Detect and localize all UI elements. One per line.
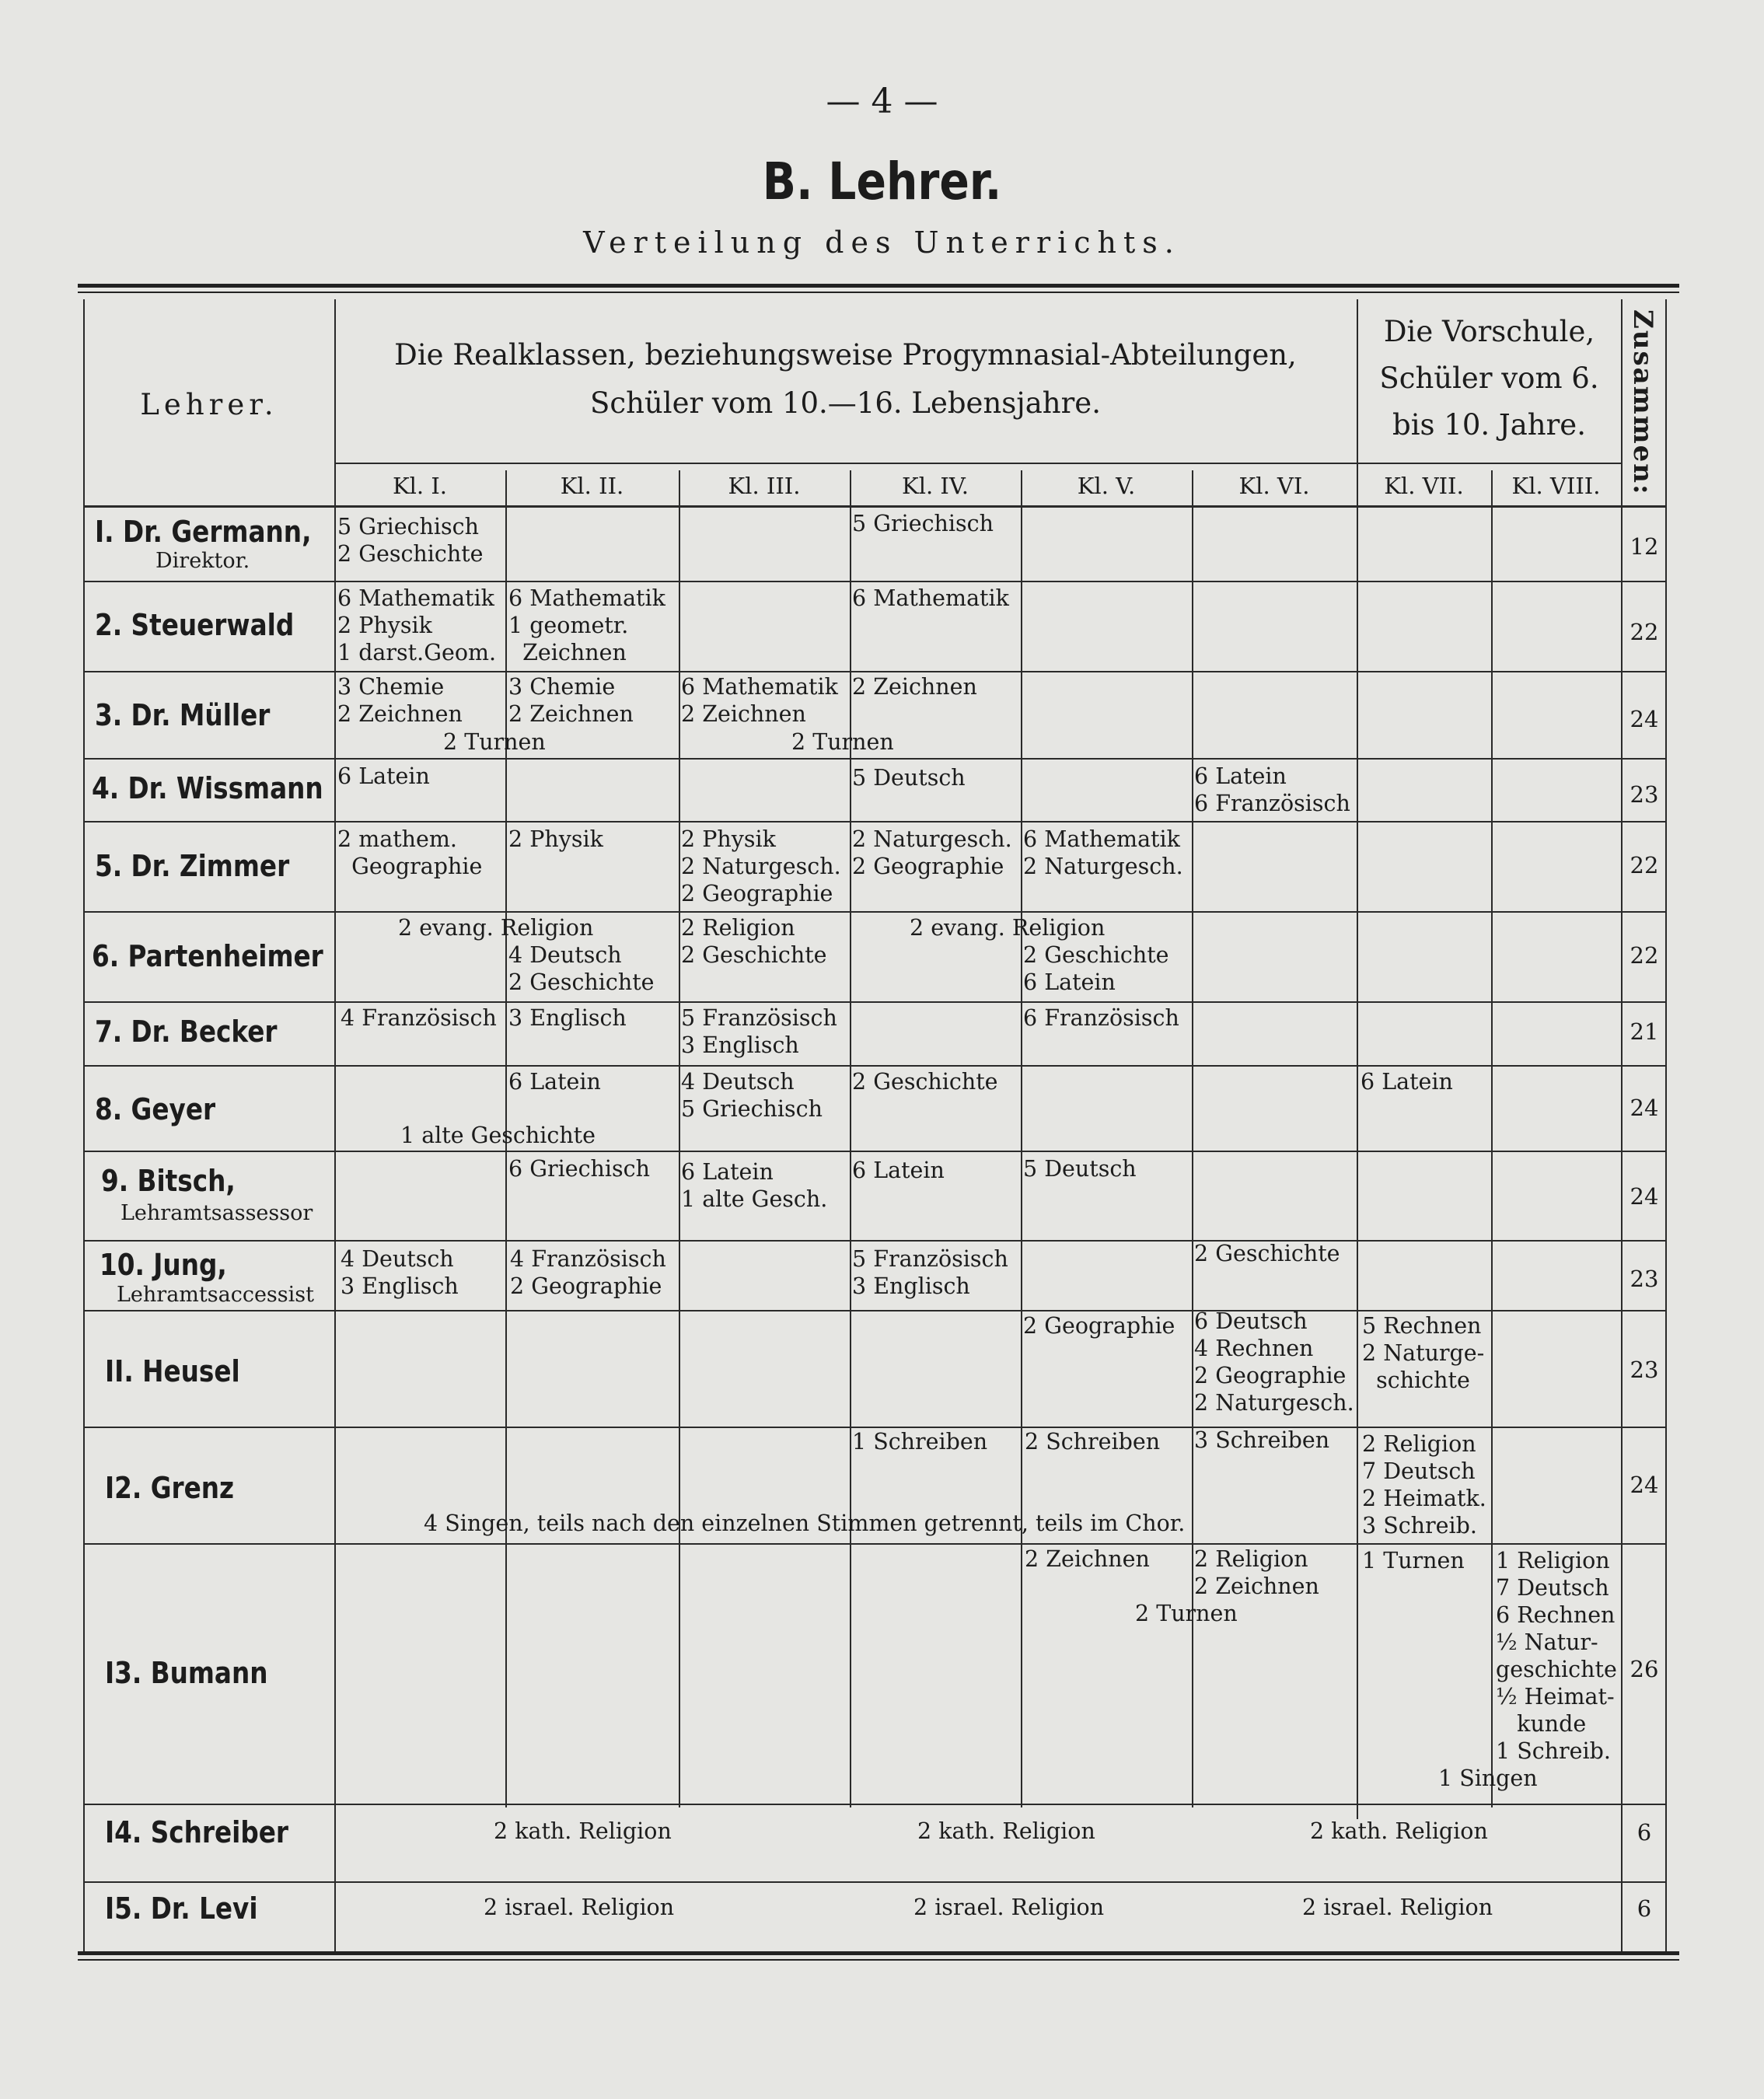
teacher-name: 2. Steuerwald — [95, 608, 295, 642]
teacher-name: 8. Geyer — [95, 1092, 216, 1126]
lesson-cell: 5 Rechnen 2 Naturge- schichte — [1362, 1313, 1485, 1393]
lesson-cell: 1 alte Geschichte — [400, 1123, 596, 1148]
lesson-cell: 6 Mathematik 2 Physik 1 darst.Geom. — [337, 585, 497, 665]
lesson-cell: 2 kath. Religion — [494, 1818, 672, 1844]
teacher-name: II. Heusel — [105, 1354, 240, 1388]
lesson-cell: 1 Schreiben — [852, 1429, 988, 1455]
lesson-cell: 1 Religion 7 Deutsch 6 Rechnen ½ Natur- geschichte ½ Heimat- kunde 1 Schreib. — [1496, 1548, 1617, 1764]
lesson-cell: 2 israel. Religion — [1302, 1895, 1493, 1920]
lesson-cell: 2 Turnen — [791, 729, 894, 755]
total-hours: 6 — [1637, 1895, 1652, 1922]
lesson-cell: 4 Französisch 2 Geographie — [510, 1246, 666, 1299]
class-header-1: Kl. I. — [392, 473, 448, 499]
page-number: — 4 — — [826, 82, 938, 121]
lesson-cell: 4 Deutsch 5 Griechisch — [681, 1069, 823, 1122]
class-header-6: Kl. VI. — [1238, 473, 1310, 499]
class-header-4: Kl. IV. — [902, 473, 969, 499]
header-vorschule-line3: bis 10. Jahre. — [1392, 408, 1586, 442]
header-zusammen: Zusammen: — [1627, 309, 1658, 496]
class-header-5: Kl. V. — [1077, 473, 1136, 499]
lesson-cell: 1 Turnen — [1362, 1548, 1465, 1573]
lesson-cell: 5 Französisch 3 Englisch — [852, 1246, 1008, 1299]
lesson-cell: 6 Mathematik 2 Naturgesch. — [1023, 826, 1183, 879]
lesson-cell: 2 Naturgesch. 2 Geographie — [852, 826, 1012, 879]
total-hours: 12 — [1630, 533, 1659, 560]
total-hours: 22 — [1630, 942, 1659, 969]
top-rule — [78, 284, 1679, 288]
lesson-cell: 5 Griechisch — [852, 511, 994, 536]
teacher-title: Lehramtsassessor — [121, 1201, 313, 1225]
lesson-cell: 6 Latein 1 alte Gesch. — [681, 1159, 828, 1212]
teacher-name: 5. Dr. Zimmer — [95, 849, 290, 883]
lesson-cell: 2 Schreiben — [1025, 1429, 1161, 1455]
header-realklassen-line2: Schüler vom 10.—16. Lebensjahre. — [590, 386, 1101, 420]
lesson-cell: 4 Singen, teils nach den einzelnen Stimmen getrennt, teils im Chor. — [424, 1511, 1186, 1536]
total-hours: 23 — [1630, 781, 1659, 808]
total-hours: 22 — [1630, 619, 1659, 645]
teacher-name: 3. Dr. Müller — [95, 698, 271, 732]
class-header-7: Kl. VII. — [1384, 473, 1464, 499]
lesson-cell: 6 Latein — [852, 1158, 945, 1183]
teacher-name: 9. Bitsch, — [101, 1164, 236, 1198]
total-hours: 21 — [1630, 1018, 1659, 1045]
total-hours: 24 — [1630, 706, 1659, 732]
header-vorschule-line1: Die Vorschule, — [1383, 315, 1595, 348]
lesson-cell: 2 Zeichnen — [1025, 1546, 1150, 1572]
lesson-cell: 3 Schreiben — [1194, 1427, 1330, 1453]
teacher-name: I4. Schreiber — [105, 1815, 289, 1849]
lesson-cell: 2 Zeichnen — [852, 674, 977, 700]
lesson-cell: 6 Latein 6 Französisch — [1194, 763, 1350, 816]
lesson-cell: 6 Mathematik 2 Zeichnen — [681, 674, 838, 727]
total-hours: 24 — [1630, 1472, 1659, 1498]
lesson-cell: 2 Religion 2 Geschichte — [681, 915, 827, 968]
teacher-name: I3. Bumann — [105, 1656, 268, 1690]
lesson-cell: 2 kath. Religion — [1310, 1818, 1488, 1844]
lesson-cell: 2 Religion 7 Deutsch 2 Heimatk. 3 Schreib. — [1362, 1431, 1486, 1538]
bottom-rule-thin — [78, 1959, 1679, 1961]
lesson-cell: 2 israel. Religion — [484, 1895, 675, 1920]
teacher-name: 4. Dr. Wissmann — [92, 771, 323, 805]
lesson-cell: 2 evang. Religion — [910, 915, 1106, 941]
lesson-cell: 6 Griechisch — [508, 1156, 650, 1182]
header-vorschule-line2: Schüler vom 6. — [1379, 361, 1599, 395]
lesson-cell: 2 israel. Religion — [913, 1895, 1105, 1920]
lesson-cell: 6 Mathematik — [852, 585, 1009, 611]
lesson-cell: 2 Geschichte — [852, 1069, 998, 1095]
total-hours: 24 — [1630, 1183, 1659, 1210]
class-header-3: Kl. III. — [728, 473, 801, 499]
page-title: B. Lehrer. — [762, 152, 1002, 211]
lesson-cell: 6 Mathematik 1 geometr. Zeichnen — [508, 585, 665, 665]
teacher-title: Direktor. — [155, 549, 250, 573]
total-hours: 23 — [1630, 1266, 1659, 1292]
total-hours: 23 — [1630, 1357, 1659, 1383]
lesson-cell: 3 Englisch — [508, 1005, 627, 1031]
lesson-cell: 4 Deutsch 3 Englisch — [341, 1246, 459, 1299]
lesson-cell: 2 Turnen — [443, 729, 546, 755]
lesson-cell: 6 Latein — [337, 763, 430, 789]
lesson-cell: 2 Physik — [508, 826, 603, 852]
total-hours: 26 — [1630, 1656, 1659, 1682]
lesson-cell: 5 Französisch 3 Englisch — [681, 1005, 837, 1058]
lesson-cell: 2 Physik 2 Naturgesch. 2 Geographie — [681, 826, 841, 906]
lesson-cell: 3 Chemie 2 Zeichnen — [337, 674, 463, 727]
header-realklassen-line1: Die Realklassen, beziehungsweise Progymnasial-Abteilungen, — [394, 338, 1297, 372]
bottom-rule — [78, 1951, 1679, 1955]
lesson-cell: 2 Geographie — [1023, 1313, 1175, 1339]
lesson-cell: 6 Französisch — [1023, 1005, 1179, 1031]
total-hours: 6 — [1637, 1819, 1652, 1846]
lesson-cell: 5 Deutsch — [852, 765, 966, 791]
teacher-name: I2. Grenz — [105, 1471, 235, 1505]
lesson-cell: 6 Latein — [1361, 1069, 1453, 1095]
lesson-cell: 2 mathem. Geographie — [337, 826, 483, 879]
lesson-cell: 6 Deutsch 4 Rechnen 2 Geographie 2 Naturgesch. — [1194, 1308, 1354, 1416]
header-lehrer: Lehrer. — [140, 388, 278, 421]
lesson-cell: 3 Chemie 2 Zeichnen — [508, 674, 634, 727]
lesson-cell: 5 Griechisch 2 Geschichte — [337, 514, 484, 567]
teacher-title: Lehramtsaccessist — [117, 1283, 314, 1307]
total-hours: 24 — [1630, 1095, 1659, 1121]
teacher-name: 7. Dr. Becker — [95, 1015, 278, 1049]
total-hours: 22 — [1630, 852, 1659, 878]
teacher-name: 10. Jung, — [100, 1248, 227, 1282]
teacher-name: I5. Dr. Levi — [105, 1891, 258, 1926]
lesson-cell: 1 Singen — [1438, 1765, 1538, 1791]
lesson-cell: 2 Geschichte — [1194, 1241, 1340, 1266]
lesson-cell: 4 Französisch — [341, 1005, 497, 1031]
lesson-cell: 2 evang. Religion — [398, 915, 594, 941]
lesson-cell: 2 Turnen — [1135, 1601, 1238, 1626]
lesson-cell: 2 kath. Religion — [917, 1818, 1095, 1844]
lesson-cell: 5 Deutsch — [1023, 1156, 1137, 1182]
teacher-name: I. Dr. Germann, — [95, 515, 312, 549]
teacher-name: 6. Partenheimer — [92, 939, 323, 973]
class-header-2: Kl. II. — [560, 473, 624, 499]
class-header-8: Kl. VIII. — [1511, 473, 1601, 499]
top-rule-thin — [78, 292, 1679, 293]
lesson-cell: 2 Religion 2 Zeichnen — [1194, 1546, 1319, 1599]
page-subtitle: Verteilung des Unterrichts. — [583, 225, 1181, 260]
lesson-cell: 2 Geschichte 6 Latein — [1023, 942, 1169, 995]
lesson-cell: 4 Deutsch 2 Geschichte — [508, 942, 655, 995]
lesson-cell: 6 Latein — [508, 1069, 601, 1095]
